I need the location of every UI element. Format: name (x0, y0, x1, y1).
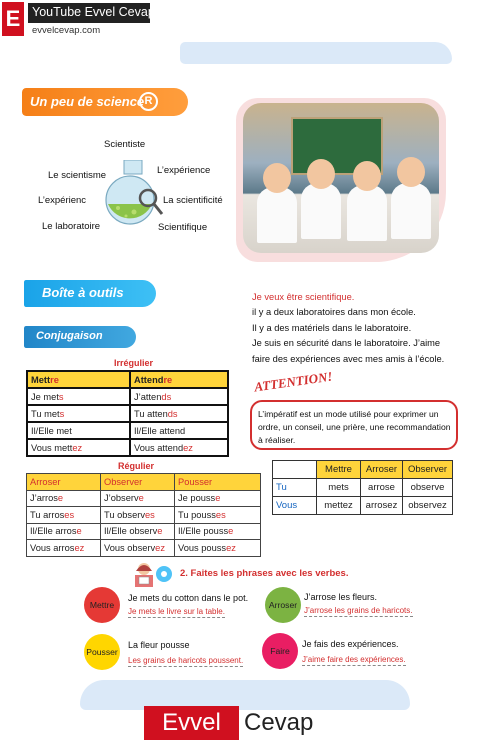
refresh-icon: R (139, 92, 158, 111)
table-cell: arrosez (361, 497, 403, 515)
irregular-title: Irrégulier (114, 358, 154, 368)
table-cell: Tu pousses (175, 507, 261, 524)
table-row (27, 490, 261, 507)
table-cell: Tu attends (130, 405, 228, 422)
footer-logo-part2: Cevap (244, 709, 314, 736)
table-cell: arrose (361, 479, 403, 497)
verb-bubble-arroser: Arroser (265, 587, 301, 623)
table-cell: J’arrose (27, 490, 101, 507)
exercise-sentence: Je fais des expériences. (302, 639, 399, 649)
child-coat (391, 183, 431, 239)
child-coat (347, 185, 387, 241)
science-banner-title: Un peu de science (30, 94, 145, 109)
table-row (27, 422, 228, 439)
brand-url[interactable]: evvelcevap.com (32, 25, 101, 36)
regular-table (26, 473, 261, 557)
exercise-answer[interactable]: J’arrose les grains de haricots. (304, 606, 413, 615)
table-cell: Tu arroses (27, 507, 101, 524)
table-cell: Vous arrosez (27, 540, 101, 557)
table-row (27, 507, 261, 524)
table-cell: observe (403, 479, 453, 497)
table-header: Pousser (175, 474, 261, 491)
table-cell: mets (317, 479, 361, 497)
exercise-sentence: J’arrose les fleurs. (304, 592, 378, 602)
brand-logo-icon: E (2, 2, 24, 36)
decorative-top-swoosh (180, 42, 452, 64)
table-cell: Il/Elle attend (130, 422, 228, 439)
exercise-sentence: Je mets du cotton dans le pot. (128, 593, 249, 603)
paragraph-lead: Je veux être scientifique. (252, 292, 355, 302)
table-row (27, 439, 228, 456)
table-header: Mettre (317, 461, 361, 479)
irregular-table (26, 370, 229, 457)
reading-child-icon (133, 561, 173, 587)
table-header: Attendre (130, 371, 228, 388)
word-le-scientisme: Le scientisme (48, 170, 107, 181)
table-cell: Je mets (27, 388, 130, 405)
exercise-sentence: La fleur pousse (128, 640, 190, 650)
paragraph-line: il y a deux laboratoires dans mon école. (252, 307, 416, 318)
table-cell: Il/Elle met (27, 422, 130, 439)
child-head (307, 159, 335, 189)
table-cell: Vous observez (101, 540, 175, 557)
word-experienc: L’expérienc (38, 195, 87, 206)
word-scientifique: Scientifique (158, 222, 208, 233)
table-cell: Vous poussez (175, 540, 261, 557)
child-coat (257, 187, 297, 243)
brand-header (0, 0, 155, 38)
paragraph-line: faire des expériences avec mes amis à l’école. (252, 353, 445, 364)
paragraph-line: Je suis en sécurité dans le laboratoire. J’aime (252, 338, 441, 349)
table-header: Arroser (27, 474, 101, 491)
brand-title[interactable]: YouTube Evvel Cevap (32, 5, 155, 19)
paragraph-line: Il y a des matériels dans le laboratoire. (252, 322, 412, 333)
table-cell: J’observe (101, 490, 175, 507)
imperative-table (272, 460, 453, 515)
word-scientificite: La scientificité (163, 195, 223, 206)
table-cell: Vous attendez (130, 439, 228, 456)
word-experience: L’expérience (157, 165, 211, 176)
table-cell: Il/Elle pousse (175, 523, 261, 540)
table-cell: Je pousse (175, 490, 261, 507)
table-row (27, 523, 261, 540)
conjugation-title: Conjugaison (36, 330, 103, 342)
regular-title: Régulier (118, 461, 155, 471)
table-cell: Vous mettez (27, 439, 130, 456)
child-head (397, 157, 425, 187)
attention-title: ATTENTION! (253, 368, 334, 395)
table-row (27, 405, 228, 422)
exercise-answer[interactable]: J’aime faire des expériences. (302, 655, 406, 664)
scientist-paragraph (252, 290, 472, 367)
word-scientiste: Scientiste (104, 139, 146, 150)
table-cell: J’attends (130, 388, 228, 405)
pronoun-cell: Tu (273, 479, 317, 497)
flask-icon (104, 160, 164, 228)
table-row (27, 388, 228, 405)
exercise-answer[interactable]: Je mets le livre sur la table. (128, 607, 225, 616)
table-header-empty (273, 461, 317, 479)
toolbox-title: Boîte à outils (42, 285, 124, 300)
table-cell: Tu observes (101, 507, 175, 524)
table-cell: Tu mets (27, 405, 130, 422)
exercise-title: 2. Faites les phrases avec les verbes. (180, 568, 349, 579)
table-header: Observer (101, 474, 175, 491)
table-cell: observez (403, 497, 453, 515)
child-head (353, 161, 381, 191)
verb-bubble-faire: Faire (262, 633, 298, 669)
child-head (263, 163, 291, 193)
footer-logo (144, 706, 344, 740)
footer-logo-part1: Evvel (144, 706, 239, 740)
table-header: Arroser (361, 461, 403, 479)
table-cell: Il/Elle arrose (27, 523, 101, 540)
table-header: Observer (403, 461, 453, 479)
table-header: Mettre (27, 371, 130, 388)
verb-bubble-mettre: Mettre (84, 587, 120, 623)
pronoun-cell: Vous (273, 497, 317, 515)
table-cell: Il/Elle observe (101, 523, 175, 540)
child-coat (301, 183, 341, 239)
verb-bubble-pousser: Pousser (84, 634, 120, 670)
table-cell: mettez (317, 497, 361, 515)
table-row (27, 540, 261, 557)
imperative-note: L’impératif est un mode utilisé pour exprimer un ordre, un conseil, une prière, une recommandation à réaliser. (258, 409, 451, 445)
table-row (273, 479, 453, 497)
classroom-photo (243, 103, 439, 253)
exercise-answer[interactable]: Les grains de haricots poussent. (128, 656, 244, 665)
table-row (273, 497, 453, 515)
word-le-laboratoire: Le laboratoire (42, 221, 101, 232)
